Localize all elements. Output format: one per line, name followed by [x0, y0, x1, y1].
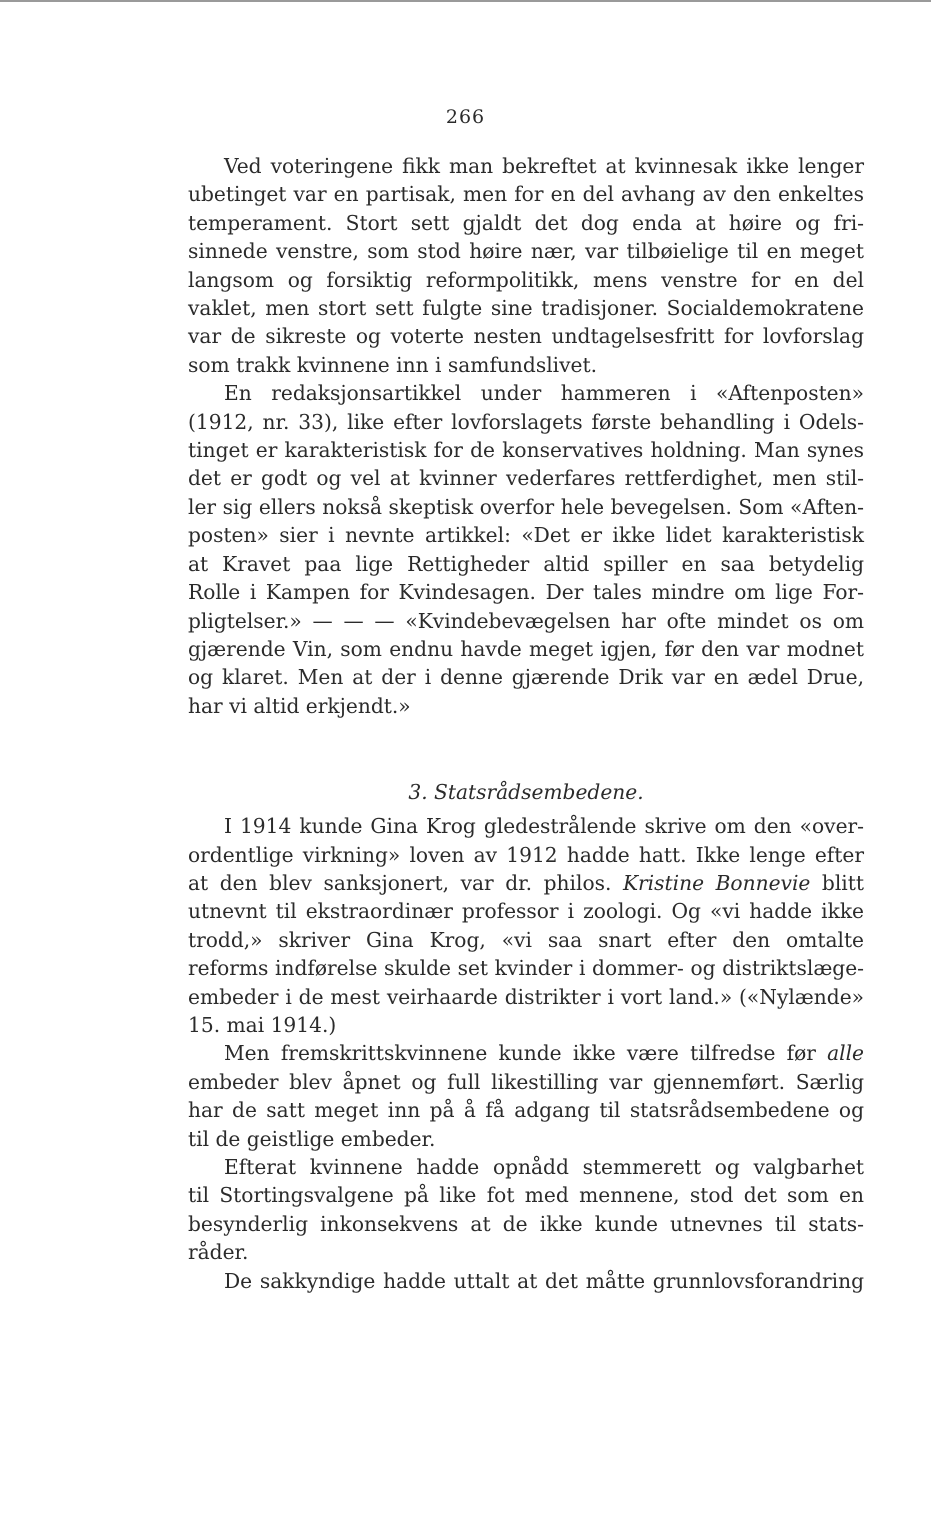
paragraph-line: Ved voteringene fikk man bekreftet at kvinnesak ikke lenger: [224, 154, 864, 178]
paragraph-line: embeder blev åpnet og full likestilling var gjennemført. Særlig: [188, 1069, 864, 1094]
paragraph-line: I 1914 kunde Gina Krog gledestrålende skrive om den «over-: [224, 814, 864, 839]
paragraph-line: til de geistlige embeder.: [188, 1126, 436, 1151]
paragraph-line: råder.: [188, 1240, 249, 1265]
paragraph-line: gjærende Vin, som endnu havde meget igjen, før den var modnet: [188, 636, 864, 661]
paragraph-line: sinnede venstre, som stod høire nær, var tilbøielige til en meget: [188, 239, 864, 264]
paragraph-line: Rolle i Kampen for Kvindesagen. Der tales mindre om lige For-: [188, 580, 864, 605]
page-top-border: [0, 0, 931, 2]
paragraph-line: pligtelser.» — — — «Kvindebevægelsen har ofte mindet os om: [188, 608, 864, 633]
paragraph-line: har vi altid erkjendt.»: [188, 693, 411, 718]
paragraph-line: ordentlige virkning» loven av 1912 hadde hatt. Ikke lenge efter: [188, 842, 864, 867]
page-body: [188, 152, 864, 1295]
paragraph-line: var de sikreste og voterte nesten undtagelsesfritt for lovforslag: [188, 324, 864, 349]
paragraph-line: Efterat kvinnene hadde opnådd stemmerett og valgbarhet: [224, 1155, 864, 1179]
paragraph-line: tinget er karakteristisk for de konservatives holdning. Man synes: [188, 438, 864, 463]
paragraph-line: ubetinget var en partisak, men for en del avhang av den enkeltes: [188, 182, 864, 207]
paragraph-line: besynderlig inkonsekvens at de ikke kunde utnevnes til stats-: [188, 1211, 864, 1236]
section-heading: 3. Statsrådsembedene.: [408, 780, 644, 805]
paragraph-line: De sakkyndige hadde uttalt at det måtte grunnlovsforandring: [224, 1268, 864, 1293]
paragraph-line: at Kravet paa lige Rettigheder altid spiller en saa betydelig: [188, 551, 864, 576]
paragraph-line: [188, 869, 864, 897]
paragraph-line: trodd,» skriver Gina Krog, «vi saa snart efter den omtalte: [188, 927, 864, 952]
paragraph-line: posten» sier i nevnte artikkel: «Det er ikke lidet karakteristisk: [188, 523, 864, 548]
paragraph-line: det er godt og vel at kvinner vederfares rettferdighet, men stil-: [188, 466, 864, 491]
paragraph-line: til Stortingsvalgene på like fot med mennene, stod det som en: [188, 1183, 864, 1208]
text-segment: Men fremskrittskvinnene kunde ikke være tilfredse før: [224, 1041, 828, 1066]
text-segment: at den blev sanksjonert, var dr. philos.: [188, 870, 623, 895]
paragraph-line: En redaksjonsartikkel under hammeren i «Aftenposten»: [224, 381, 864, 406]
paragraph-line: vaklet, men stort sett fulgte sine tradisjoner. Socialdemokratene: [188, 296, 864, 321]
paragraph-line: utnevnt til ekstraordinær professor i zoologi. Og «vi hadde ikke: [188, 899, 864, 924]
paragraph-line: ler sig ellers nokså skeptisk overfor hele bevegelsen. Som «Aften-: [188, 494, 864, 519]
paragraph-line: som trakk kvinnene inn i samfundslivet.: [188, 352, 598, 377]
paragraph-line: langsom og forsiktig reformpolitikk, mens venstre for en del: [188, 267, 864, 292]
paragraph-line: [188, 1039, 864, 1067]
paragraph-line: (1912, nr. 33), like efter lovforslagets første behandling i Odels-: [188, 409, 864, 434]
person-name-italic: Kristine Bonnevie: [622, 870, 811, 895]
paragraph-line: 15. mai 1914.): [188, 1012, 337, 1037]
text-segment: blitt: [810, 870, 864, 895]
paragraph-line: reforms indførelse skulde set kvinder i dommer- og distriktslæge-: [188, 956, 864, 981]
paragraph-line: og klaret. Men at der i denne gjærende Drik var en ædel Drue,: [188, 665, 864, 690]
emphasis-word: alle: [827, 1041, 864, 1066]
paragraph-line: har de satt meget inn på å få adgang til statsrådsembedene og: [188, 1098, 864, 1123]
page-number: 266: [445, 106, 486, 128]
paragraph-line: embeder i de mest veirhaarde distrikter i vort land.» («Nylænde»: [188, 984, 864, 1009]
paragraph-line: temperament. Stort sett gjaldt det dog enda at høire og fri-: [188, 210, 864, 235]
